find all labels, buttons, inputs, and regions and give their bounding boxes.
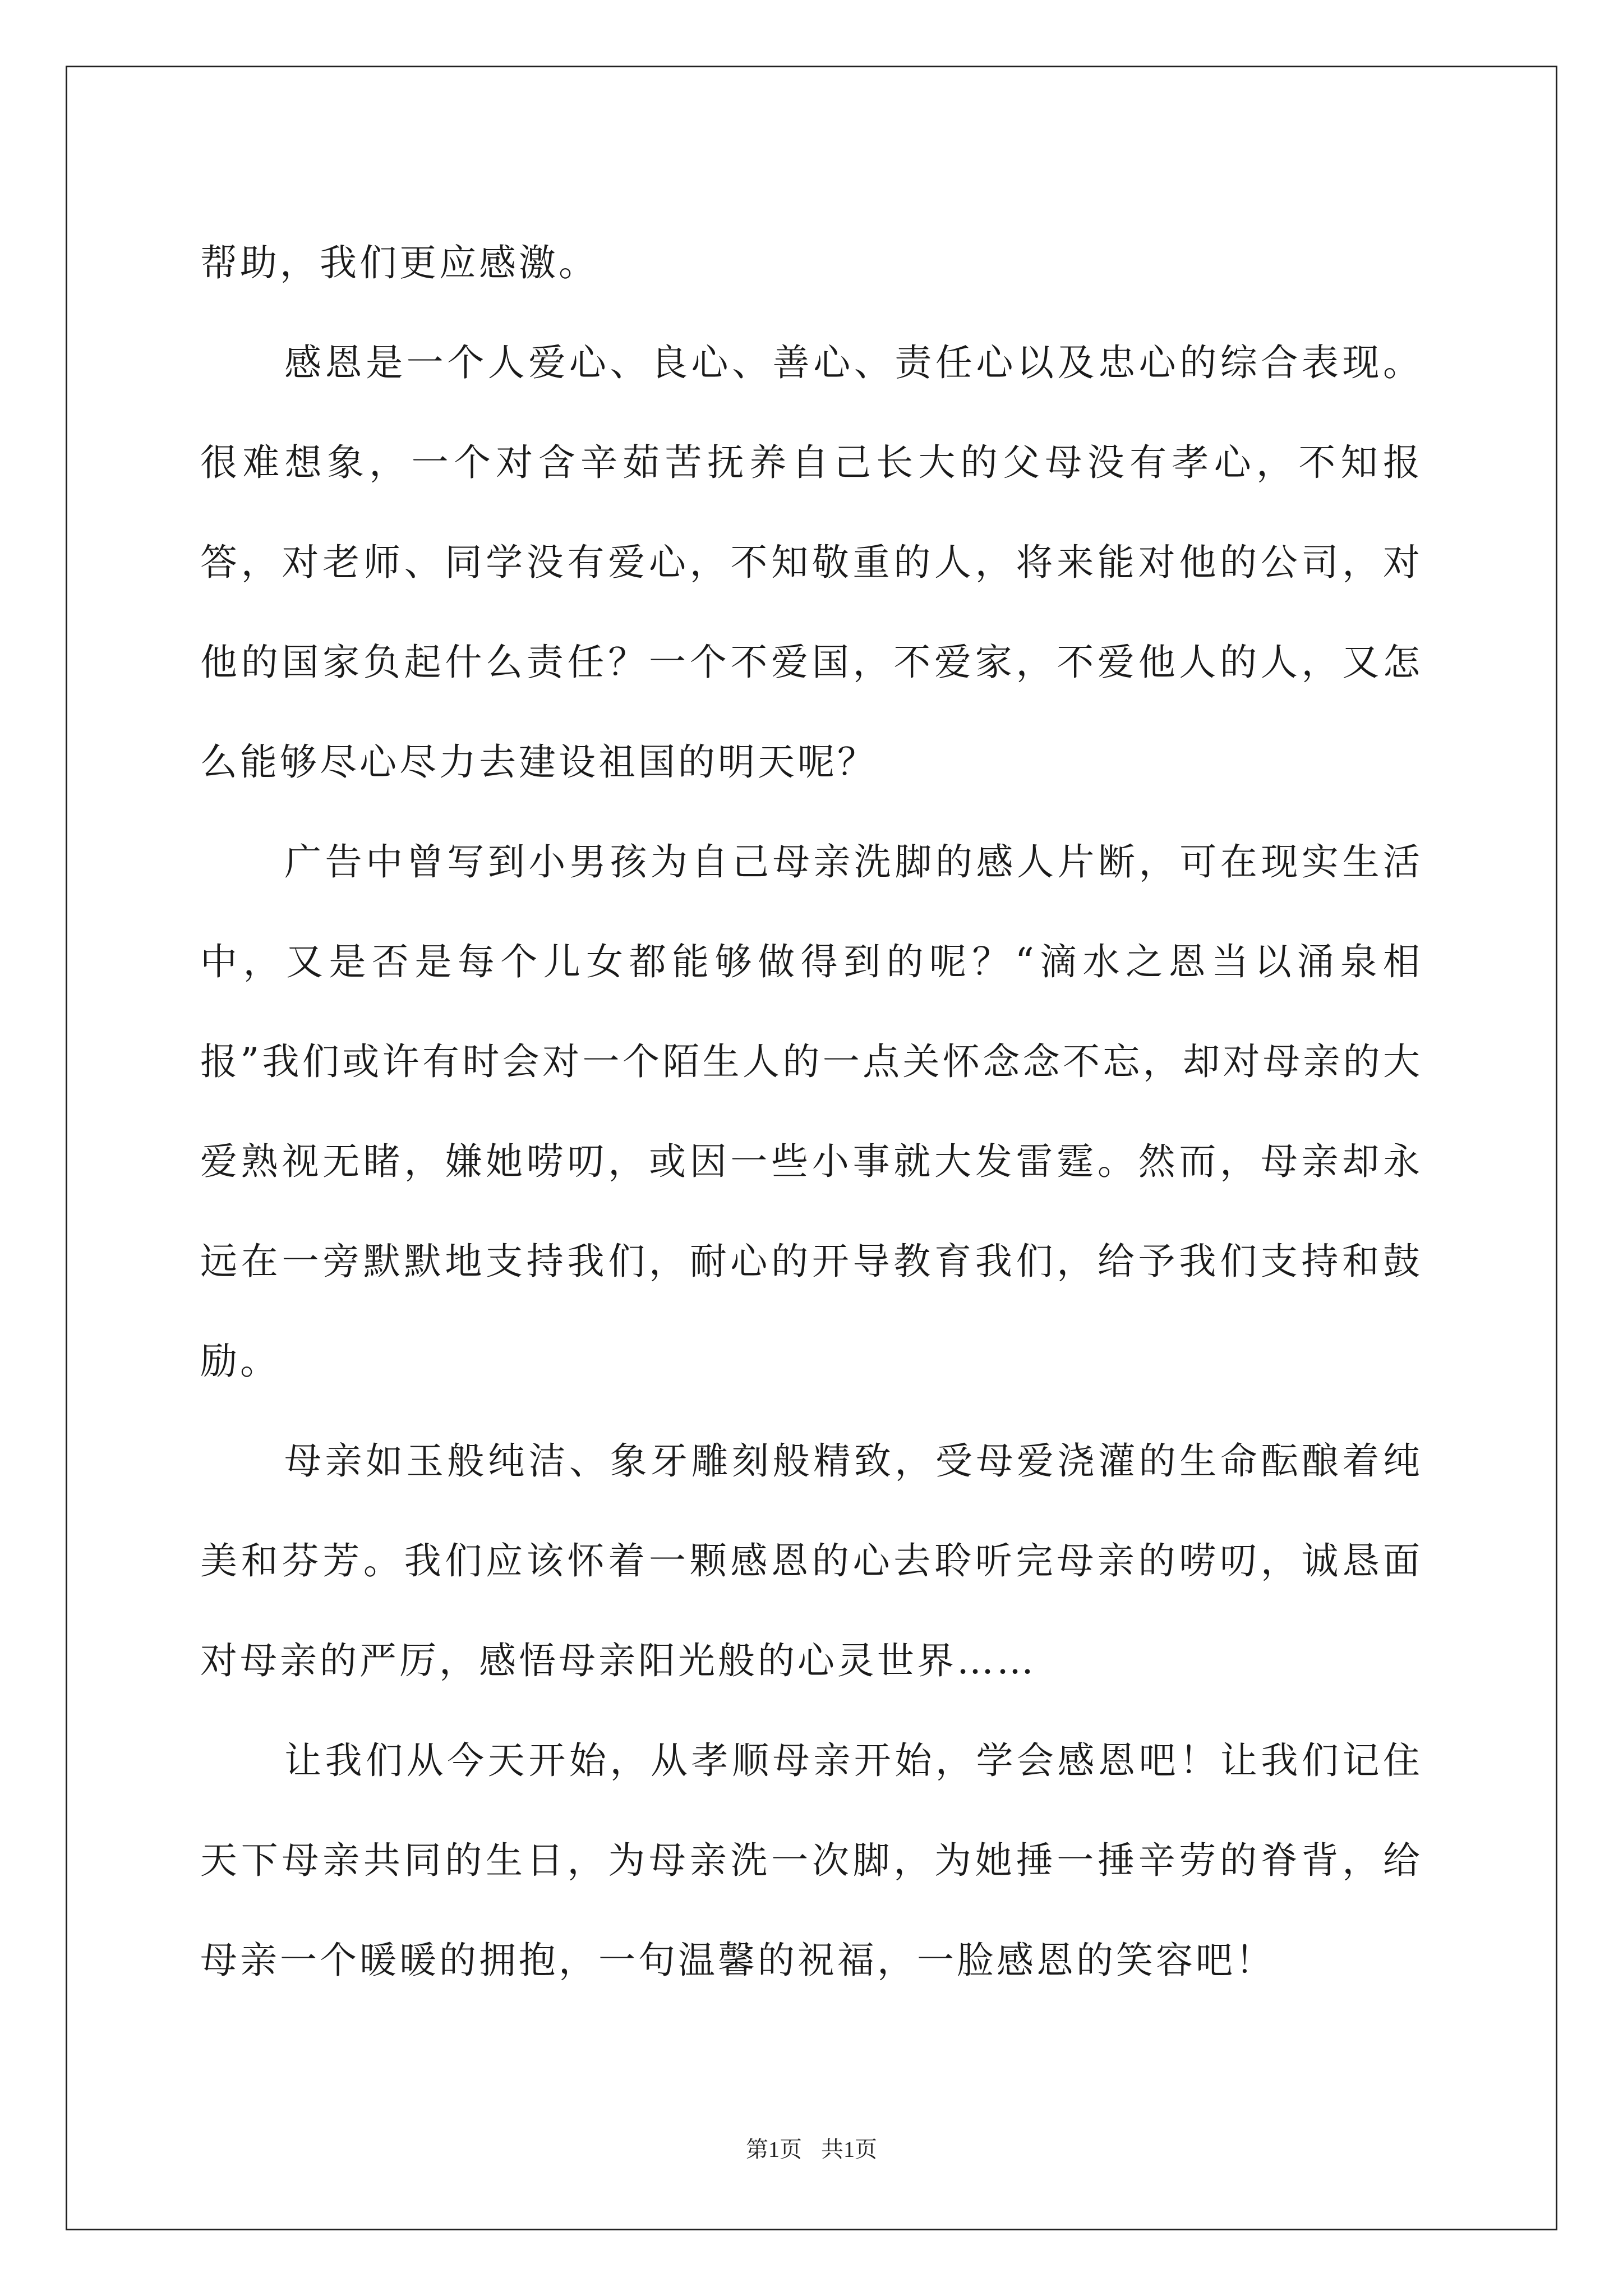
- paragraph-5: 让我们从今天开始，从孝顺母亲开始，学会感恩吧！让我们记住天下母亲共同的生日，为母亲洗一次脚，为她捶一捶辛劳的脊背，给母亲一个暖暖的拥抱，一句温馨的祝福，一脸感恩的笑容吧！: [200, 1739, 1423, 1982]
- paragraph-1: 帮助，我们更应感激。: [200, 241, 598, 284]
- paragraph-3: 广告中曾写到小男孩为自己母亲洗脚的感人片断，可在现实生活中，又是否是每个儿女都能够做得到的呢？“滴水之恩当以涌泉相报”我们或许有时会对一个陌生人的一点关怀念念不忘，却对母亲的大爱熟视无睹，嫌她唠叨，或因一些小事就大发雷霆。然而，母亲却永远在一旁默默地支持我们，耐心的开导教育我们，给予我们支持和鼓励。: [200, 840, 1423, 1383]
- document-body: [200, 213, 1423, 2010]
- paragraph-4: 母亲如玉般纯洁、象牙雕刻般精致，受母爱浇灌的生命酝酿着纯美和芬芳。我们应该怀着一颗感恩的心去聆听完母亲的唠叨，诚恳面对母亲的严厉，感悟母亲阳光般的心灵世界……: [200, 1439, 1423, 1682]
- page-number-total: 共1页: [821, 2137, 877, 2162]
- paragraph-2: 感恩是一个人爱心、良心、善心、责任心以及忠心的综合表现。很难想象，一个对含辛茹苦抚养自己长大的父母没有孝心，不知报答，对老师、同学没有爱心，不知敬重的人，将来能对他的公司，对他的国家负起什么责任？一个不爱国，不爱家，不爱他人的人，又怎么能够尽心尽力去建设祖国的明天呢？: [200, 341, 1423, 784]
- page-footer: [0, 2132, 1623, 2164]
- page-number-current: 第1页: [746, 2137, 802, 2162]
